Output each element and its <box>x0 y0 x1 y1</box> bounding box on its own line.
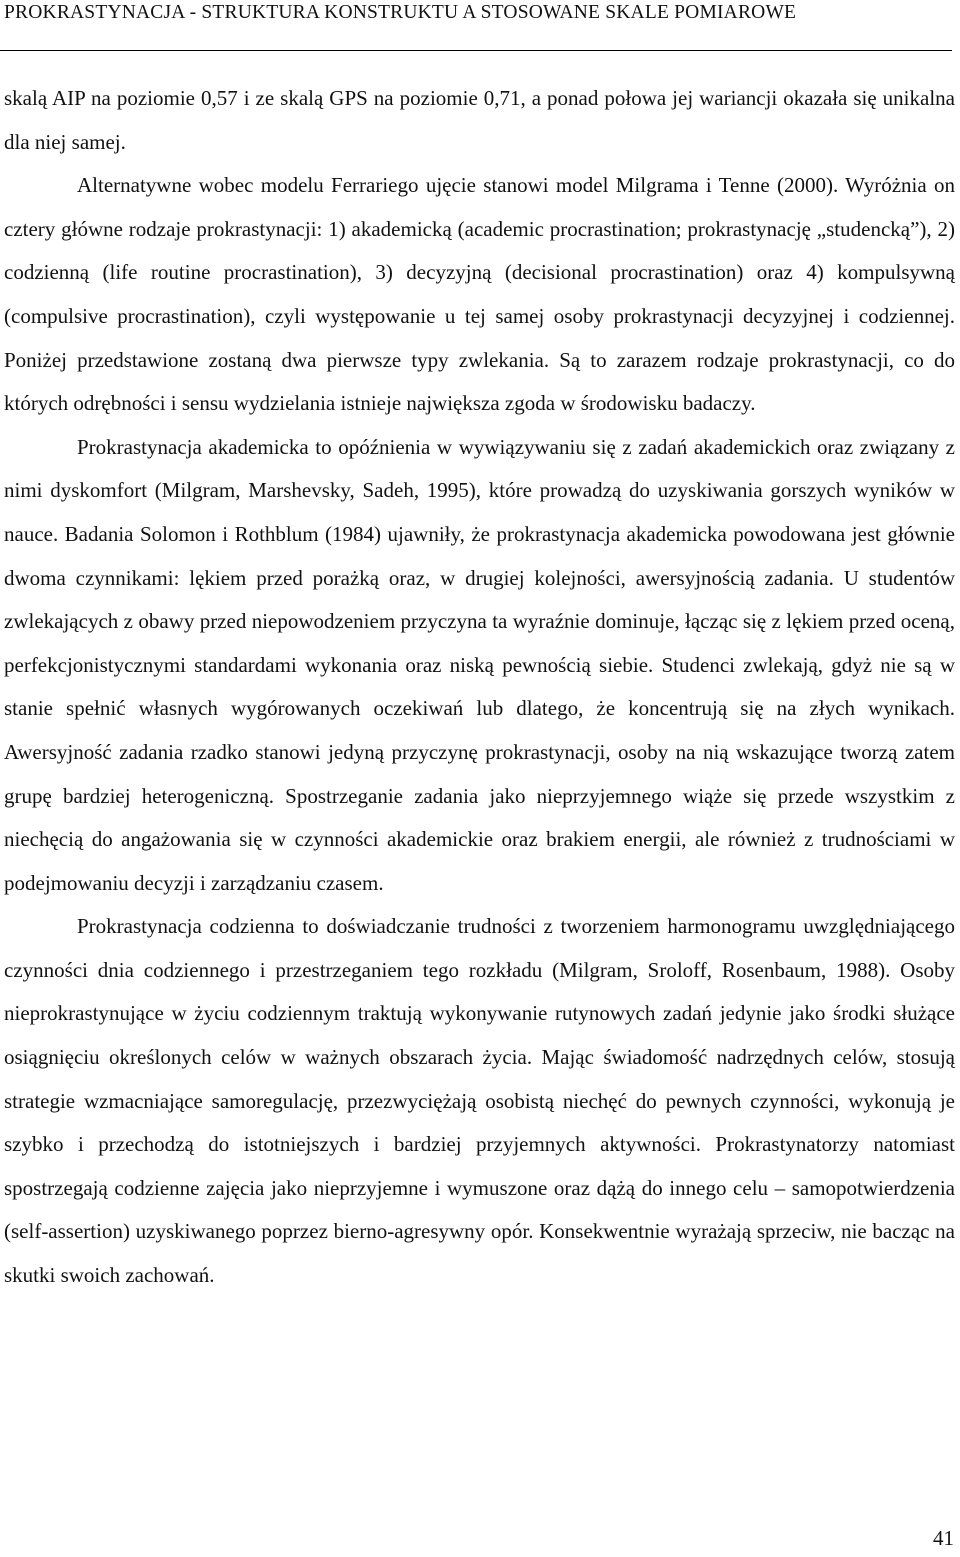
running-header-title: PROKRASTYNACJA - STRUKTURA KONSTRUKTU A STOSOWANE SKALE POMIAROWE <box>4 2 797 23</box>
paragraph-milgram-model: Alternatywne wobec modelu Ferrariego ujęcie stanowi model Milgrama i Tenne (2000). Wyróżnia on cztery główne rodzaje prokrastynacji: 1) akademicką (academic procrastination; prokrastynację „studencką”), 2) codzienną (life routine procrastination), 3) decyzyjną (decisional procrastination) oraz 4) kompulsywną (compulsive procrastination), czyli występowanie u tej samej osoby prokrastynacji decyzyjnej i codziennej. Poniżej przedstawione zostaną dwa pierwsze typy zwlekania. Są to zarazem rodzaje prokrastynacji, co do których odrębności i sensu wydzielania istnieje największa zgoda w środowisku badaczy. <box>4 173 955 416</box>
paragraph-academic-procrastination: Prokrastynacja akademicka to opóźnienia w wywiązywaniu się z zadań akademickich oraz związany z nimi dyskomfort (Milgram, Marshevsky, Sadeh, 1995), które prowadzą do uzyskiwania gorszych wyników w nauce. Badania Solomon i Rothblum (1984) ujawniły, że prokrastynacja akademicka powodowana jest głównie dwoma czynnikami: lękiem przed porażką oraz, w drugiej kolejności, awersyjnością zadania. U studentów zwlekających z obawy przed niepowodzeniem przyczyna ta wyraźnie dominuje, łącząc się z lękiem przed oceną, perfekcjonistycznymi standardami wykonania oraz niską pewnością siebie. Studenci zwlekają, gdyż nie są w stanie spełnić własnych wygórowanych oczekiwań lub dlatego, że koncentrują się na złych wynikach. Awersyjność zadania rzadko stanowi jedyną przyczynę prokrastynacji, osoby na nią wskazujące tworzą zatem grupę bardziej heterogeniczną. Spostrzeganie zadania jako nieprzyjemnego wiąże się przede wszystkim z niechęcią do angażowania się w czynności akademickie oraz brakiem energii, ale również z trudnościami w podejmowaniu decyzji i zarządzaniu czasem. <box>4 434 955 895</box>
body-text <box>4 77 955 1298</box>
paragraph-daily-procrastination: Prokrastynacja codzienna to doświadczanie trudności z tworzeniem harmonogramu uwzględniającego czynności dnia codziennego i przestrzeganiem tego rozkładu (Milgram, Sroloff, Rosenbaum, 1988). Osoby nieprokrastynujące w życiu codziennym traktują wykonywanie rutynowych zadań jedynie jako środki służące osiągnięciu określonych celów w ważnych obszarach życia. Mając świadomość nadrzędnych celów, stosują strategie wzmacniające samoregulację, przezwyciężają osobistą niechęć do pewnych czynności, wykonują je szybko i przechodzą do istotniejszych i bardziej przyjemnych aktywności. Prokrastynatorzy natomiast spostrzegają codzienne zajęcia jako nieprzyjemne i wymuszone oraz dążą do innego celu – samopotwierdzenia (self-assertion) uzyskiwanego poprzez bierno-agresywny opór. Konsekwentnie wyrażają sprzeciw, nie bacząc na skutki swoich zachowań. <box>4 914 955 1288</box>
running-header <box>0 0 952 51</box>
page-number: 41 <box>933 1526 954 1550</box>
paragraph-continuation: skalą AIP na poziomie 0,57 i ze skalą GPS na poziomie 0,71, a ponad połowa jej wariancji okazała się unikalna dla niej samej. <box>4 86 955 154</box>
